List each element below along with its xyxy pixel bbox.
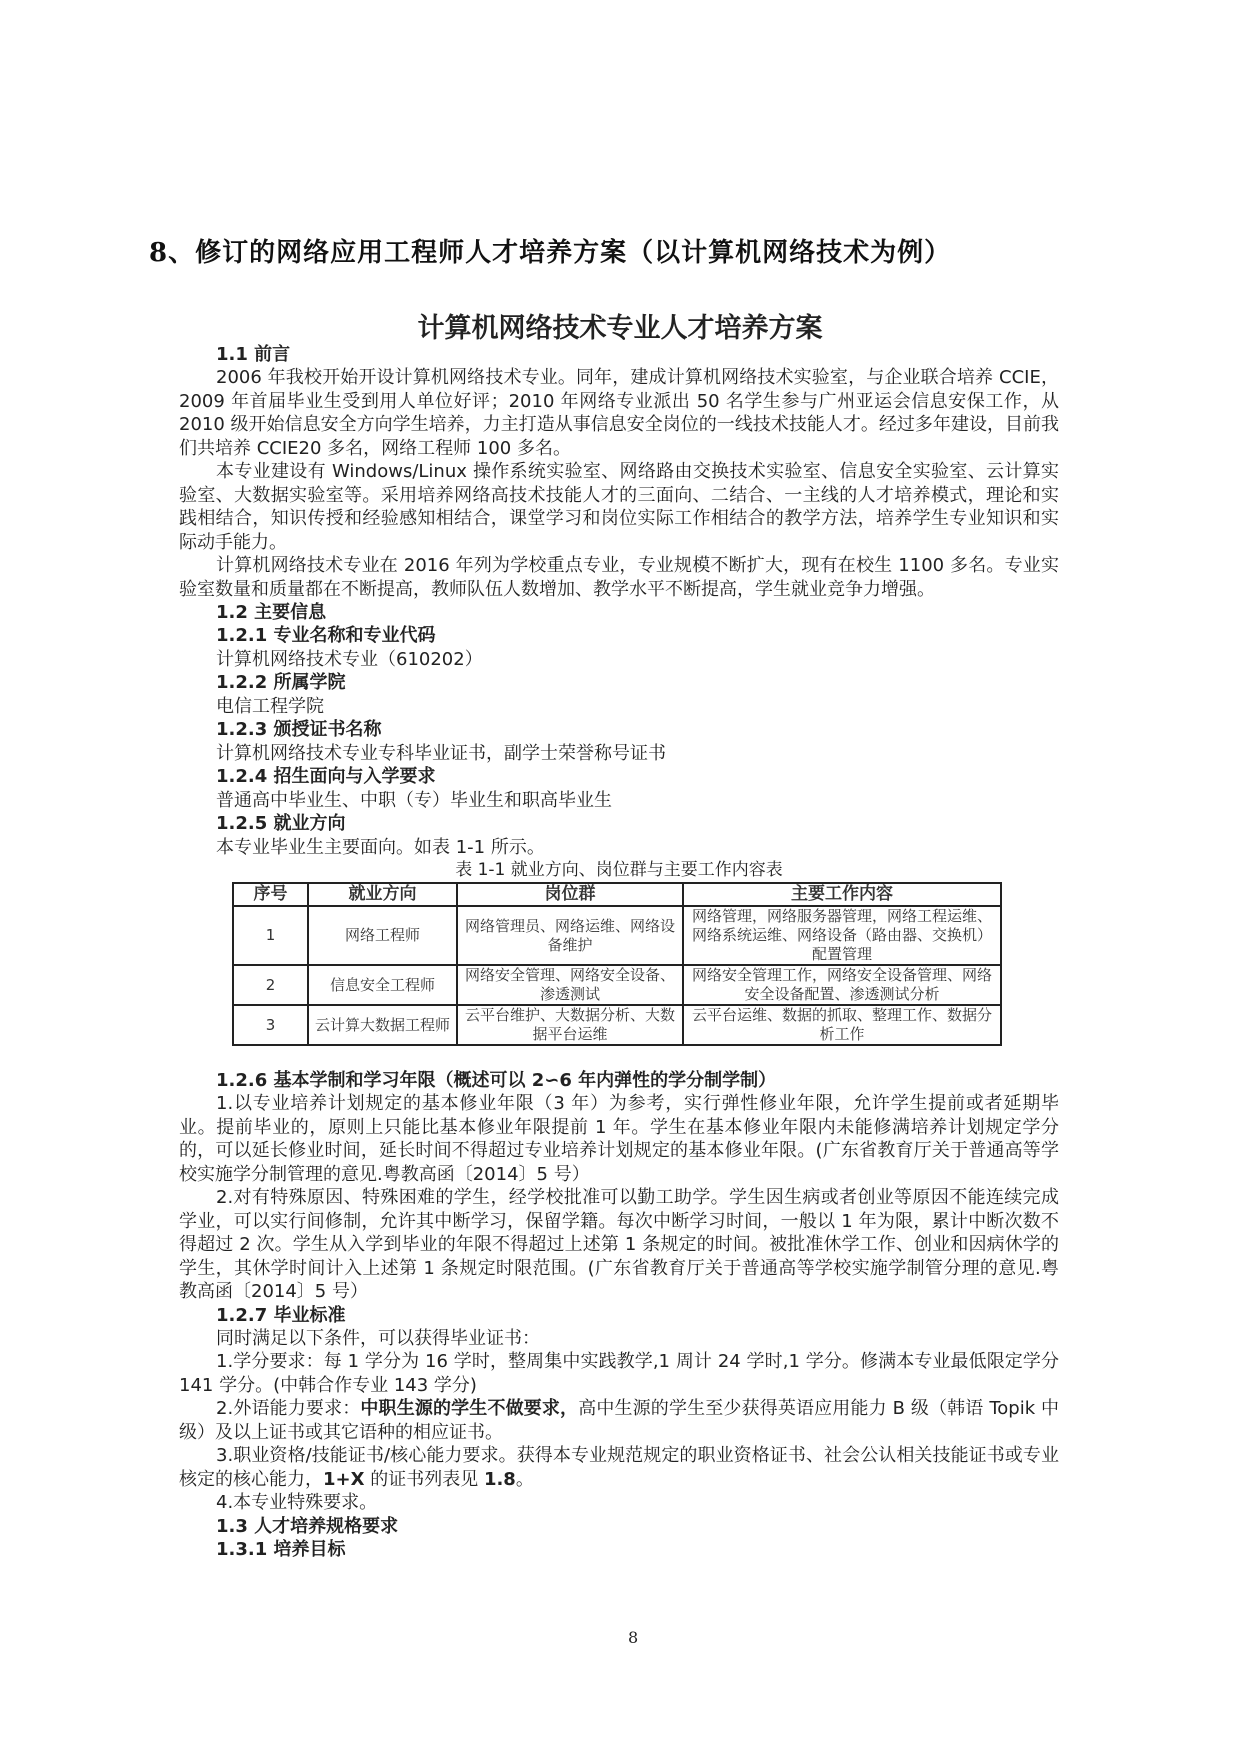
document-title: 计算机网络技术专业人才培养方案: [417, 313, 823, 344]
table-cell: 网络管理员、网络运维、网络设备维护: [457, 906, 683, 965]
enrollment-text: 普通高中毕业生、中职（专）毕业生和职高毕业生: [216, 789, 612, 811]
employment-table: [232, 882, 1002, 1046]
text: 的证书列表见: [364, 1468, 484, 1490]
table-cell: 3: [233, 1005, 308, 1045]
paragraph: 1.以专业培养计划规定的基本修业年限（3 年）为参考，实行弹性修业年限，允许学生提前或者延期毕业。提前毕业的，原则上只能比基本修业年限提前 1 年。学生在基本修业年限内未能修满培养计划规定学分的，可以延长修业时间，延长时间不得超过专业培养计划规定的基本修业年限。(广东省教育厅关于普通高等学校实施学分制管理的意见.粤教高函〔2014〕5 号）: [179, 1093, 1059, 1185]
table-cell: 网络安全管理工作，网络安全设备管理、网络安全设备配置、渗透测试分析: [683, 965, 1001, 1005]
certificate-requirement: [179, 1444, 1059, 1491]
major-name-code: 计算机网络技术专业（610202）: [216, 648, 483, 670]
employment-text: 本专业毕业生主要面向。如表 1-1 所示。: [216, 836, 545, 858]
heading-1-2-4: 1.2.4 招生面向与入学要求: [216, 766, 436, 788]
language-requirement: [179, 1397, 1059, 1444]
heading-1-2-2: 1.2.2 所属学院: [216, 672, 346, 694]
heading-1-3: 1.3 人才培养规格要求: [216, 1515, 399, 1537]
paragraph: 2006 年我校开始开设计算机网络技术专业。同年，建成计算机网络技术实验室，与企业联合培养 CCIE，2009 年首届毕业生受到用人单位好评；2010 年网络专业派出 50 名学生参与广州亚运会信息安保工作，从 2010 级开始信息安全方向学生培养，力主打造从事信息安全岗位的一线技术技能人才。经过多年建设，目前我们共培养 CCIE20 多名，网络工程师 100 多名。: [179, 367, 1059, 459]
column-header: 就业方向: [308, 883, 457, 906]
heading-1-2-7: 1.2.7 毕业标准: [216, 1304, 346, 1326]
column-header: 主要工作内容: [683, 883, 1001, 906]
heading-1-2-5: 1.2.5 就业方向: [216, 813, 346, 835]
text: 3.职业资格/技能证书/核心能力要求。获得本专业规范规定的职业资格证书、社会公认相关技能证书或专业核定的核心能力，: [179, 1445, 1059, 1490]
graduation-intro: 同时满足以下条件，可以获得毕业证书：: [216, 1327, 540, 1349]
heading-1-2: 1.2 主要信息: [216, 601, 327, 623]
bold-text: 中职生源的学生不做要求，: [360, 1398, 579, 1420]
table-cell: 网络管理，网络服务器管理，网络工程运维、网络系统运维、网络设备（路由器、交换机）配置管理: [683, 906, 1001, 965]
column-header: 序号: [233, 883, 308, 906]
column-header: 岗位群: [457, 883, 683, 906]
table-caption: 表 1-1 就业方向、岗位群与主要工作内容表: [455, 859, 783, 880]
table-header-row: [233, 883, 1001, 906]
heading-1-2-6: 1.2.6 基本学制和学习年限（概述可以 2∽6 年内弹性的学分制学制）: [216, 1070, 777, 1091]
college-name: 电信工程学院: [216, 695, 324, 717]
table-cell: 云计算大数据工程师: [308, 1005, 457, 1045]
text: 2.外语能力要求：: [216, 1398, 361, 1420]
credit-requirement: 1.学分要求：每 1 学分为 16 学时，整周集中实践教学,1 周计 24 学时,1 学分。修满本专业最低限定学分 141 学分。(中韩合作专业 143 学分): [179, 1351, 1059, 1396]
paragraph: 2.对有特殊原因、特殊困难的学生，经学校批准可以勤工助学。学生因生病或者创业等原因不能连续完成学业，可以实行间修制，允许其中断学习，保留学籍。每次中断学习时间，一般以 1 年为限，累计中断次数不得超过 2 次。学生从入学到毕业的年限不得超过上述第 1 条规定的时间。被批准休学工作、创业和因病休学的学生，其休学时间计入上述第 1 条规定时限范围。(广东省教育厅关于普通高等学校实施学制管分理的意见.粤教高函〔2014〕5 号）: [179, 1187, 1059, 1303]
table-cell: 2: [233, 965, 308, 1005]
table-row: [233, 906, 1001, 965]
section-1-2-6-onward: [179, 1069, 1059, 1562]
table-cell: 网络安全管理、网络安全设备、渗透测试: [457, 965, 683, 1005]
table-row: [233, 965, 1001, 1005]
paragraph: 计算机网络技术专业在 2016 年列为学校重点专业，专业规模不断扩大，现有在校生 1100 多名。专业实验室数量和质量都在不断提高，教师队伍人数增加、教学水平不断提高，学生就业竞争力增强。: [179, 555, 1059, 600]
text: 高中生源的学生至少获得英语应用能力 B 级（韩语 Topik 中级）及以上证书或其它语种的相应证书。: [179, 1398, 1059, 1443]
certificate-name: 计算机网络技术专业专科毕业证书，副学士荣誉称号证书: [216, 742, 666, 764]
bold-text: 1.8: [483, 1468, 516, 1490]
text: 。: [515, 1468, 534, 1490]
table-cell: 信息安全工程师: [308, 965, 457, 1005]
section-1-1-1-2: [179, 343, 1059, 882]
table-cell: 网络工程师: [308, 906, 457, 965]
heading-1-2-1: 1.2.1 专业名称和专业代码: [216, 625, 436, 647]
table-cell: 1: [233, 906, 308, 965]
paragraph: 本专业建设有 Windows/Linux 操作系统实验室、网络路由交换技术实验室、信息安全实验室、云计算实验室、大数据实验室等。采用培养网络高技术技能人才的三面向、二结合、一主线的人才培养模式，理论和实践相结合，知识传授和经验感知相结合，课堂学习和岗位实际工作相结合的教学方法，培养学生专业知识和实际动手能力。: [179, 461, 1059, 553]
section-heading: 8、修订的网络应用工程师人才培养方案（以计算机网络技术为例）: [149, 238, 952, 268]
table-cell: 云平台运维、数据的抓取、整理工作、数据分析工作: [683, 1005, 1001, 1045]
heading-1-1: 1.1 前言: [216, 344, 291, 365]
special-requirement: 4.本专业特殊要求。: [216, 1492, 378, 1514]
heading-1-3-1: 1.3.1 培养目标: [216, 1539, 346, 1561]
bold-text: 1+X: [323, 1468, 365, 1490]
page-number: 8: [628, 1628, 639, 1647]
table-row: [233, 1005, 1001, 1045]
heading-1-2-3: 1.2.3 颁授证书名称: [216, 719, 382, 741]
table-cell: 云平台维护、大数据分析、大数据平台运维: [457, 1005, 683, 1045]
